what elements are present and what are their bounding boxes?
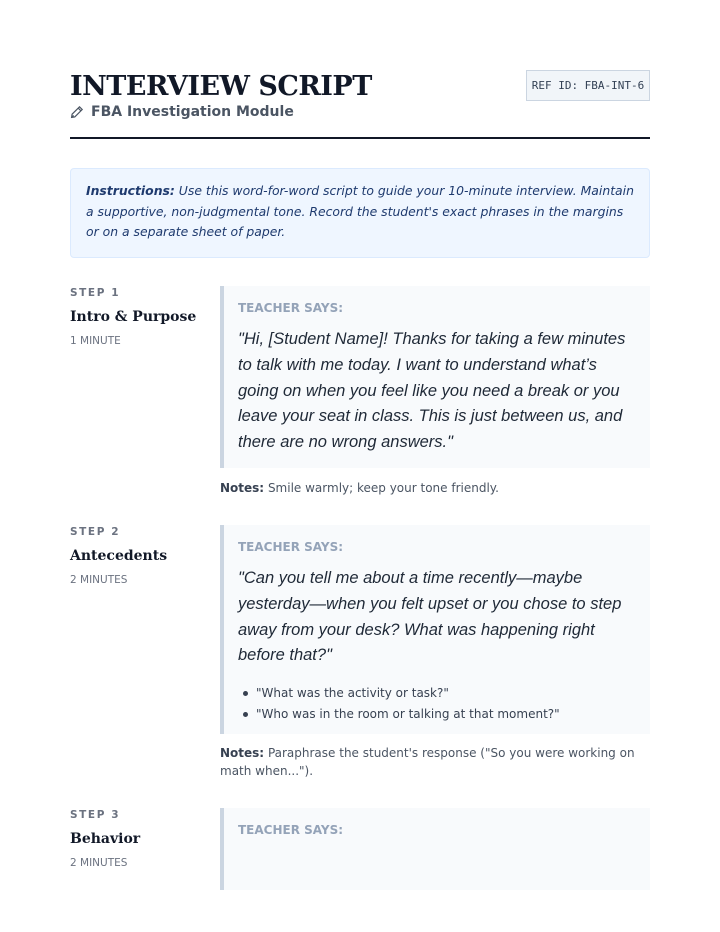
teacher-says-label: TEACHER SAYS: bbox=[238, 540, 344, 554]
teacher-says-label: TEACHER SAYS: bbox=[238, 301, 344, 315]
teacher-script-block bbox=[220, 286, 650, 468]
step-title: Behavior bbox=[70, 831, 141, 847]
instructions-text: Use this word-for-word script to guide your 10-minute interview. Maintain a supportive, non-judgmental tone. Record the student's exact phrases in the margins or on a separate sheet of paper. bbox=[86, 183, 634, 240]
step-notes bbox=[220, 744, 650, 780]
probe-question: "What was the activity or task?" bbox=[238, 683, 636, 704]
script-quote: "Can you tell me about a time recently—maybe yesterday—when you felt upset or you chose to step away from your desk? What was happening right before that?" bbox=[238, 569, 622, 665]
step-label: STEP 3 bbox=[70, 809, 121, 821]
document-page bbox=[70, 0, 650, 869]
teacher-script-block bbox=[220, 525, 650, 734]
ref-id-badge: REF ID: FBA-INT-6 bbox=[526, 70, 650, 101]
probe-questions-list bbox=[238, 683, 636, 725]
step-duration: 2 MINUTES bbox=[70, 857, 128, 869]
step-label: STEP 2 bbox=[70, 526, 121, 538]
step-duration: 2 MINUTES bbox=[70, 574, 128, 586]
step-meta bbox=[70, 525, 210, 587]
notes-text: Smile warmly; keep your tone friendly. bbox=[267, 481, 499, 495]
step-label: STEP 1 bbox=[70, 287, 121, 299]
page-title: INTERVIEW SCRIPT bbox=[70, 71, 372, 102]
module-subtitle bbox=[70, 103, 294, 121]
subtitle-text: FBA Investigation Module bbox=[91, 104, 294, 120]
step-meta bbox=[70, 286, 210, 348]
pencil-icon bbox=[70, 105, 84, 119]
document-header bbox=[70, 0, 650, 139]
notes-label: Notes: bbox=[220, 746, 265, 760]
notes-text: Paraphrase the student's response ("So you were working on math when..."). bbox=[220, 746, 635, 778]
step-meta bbox=[70, 808, 210, 870]
step-title: Antecedents bbox=[70, 548, 168, 564]
teacher-script-block bbox=[220, 808, 650, 890]
instructions-box bbox=[70, 168, 650, 258]
notes-label: Notes: bbox=[220, 481, 265, 495]
probe-question: "Who was in the room or talking at that moment?" bbox=[238, 704, 636, 725]
step-title: Intro & Purpose bbox=[70, 309, 197, 325]
step-notes bbox=[220, 479, 650, 497]
step-duration: 1 MINUTE bbox=[70, 335, 121, 347]
teacher-says-label: TEACHER SAYS: bbox=[238, 823, 344, 837]
script-quote: "Hi, [Student Name]! Thanks for taking a few minutes to talk with me today. I want to understand what’s going on when you feel like you need a break or you leave your seat in class. This is just between us, and there are no wrong answers." bbox=[238, 330, 626, 452]
instructions-lead: Instructions: bbox=[86, 183, 175, 198]
